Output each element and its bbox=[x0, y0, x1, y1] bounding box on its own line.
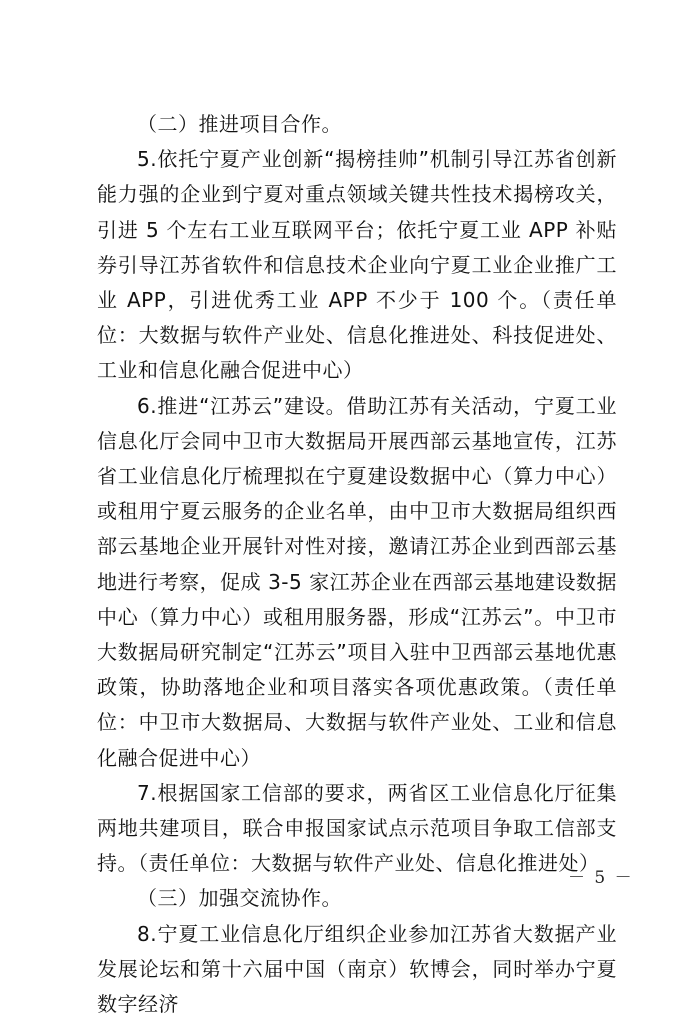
paragraph-item-8: 8.宁夏工业信息化厅组织企业参加江苏省大数据产业发展论坛和第十六届中国（南京）软博会，同时举办宁夏数字经济 bbox=[97, 921, 617, 1017]
page-number: － 5 － bbox=[568, 868, 634, 888]
section-heading-exchange-cooperation: （三）加强交流协作。 bbox=[137, 886, 342, 911]
document-body bbox=[97, 107, 617, 1022]
paragraph-item-7: 7.根据国家工信部的要求，两省区工业信息化厅征集两地共建项目，联合申报国家试点示范项目争取工信部支持。（责任单位：大数据与软件产业处、信息化推进处） bbox=[97, 780, 617, 876]
section-heading-project-cooperation: （二）推进项目合作。 bbox=[137, 112, 342, 136]
paragraph-item-5: 5.依托宁夏产业创新“揭榜挂帅”机制引导江苏省创新能力强的企业到宁夏对重点领域关键共性技术揭榜攻关，引进 5 个左右工业互联网平台；依托宁夏工业 APP 补贴券引导江苏省软件和信息技术企业向宁夏工业企业推广工业 APP，引进优秀工业 APP 不少于 100 个。（责任单位：大数据与软件产业处、信息化推进处、科技促进处、工业和信息化融合促进中心） bbox=[97, 147, 617, 383]
paragraph-item-6: 6.推进“江苏云”建设。借助江苏有关活动，宁夏工业信息化厅会同中卫市大数据局开展西部云基地宣传，江苏省工业信息化厅梳理拟在宁夏建设数据中心（算力中心）或租用宁夏云服务的企业名单，由中卫市大数据局组织西部云基地企业开展针对性对接，邀请江苏企业到西部云基地进行考察，促成 3-5 家江苏企业在西部云基地建设数据中心（算力中心）或租用服务器，形成“江苏云”。中卫市大数据局研究制定“江苏云”项目入驻中卫西部云基地优惠政策，协助落地企业和项目落实各项优惠政策。（责任单位：中卫市大数据局、大数据与软件产业处、工业和信息化融合促进中心） bbox=[97, 393, 617, 770]
